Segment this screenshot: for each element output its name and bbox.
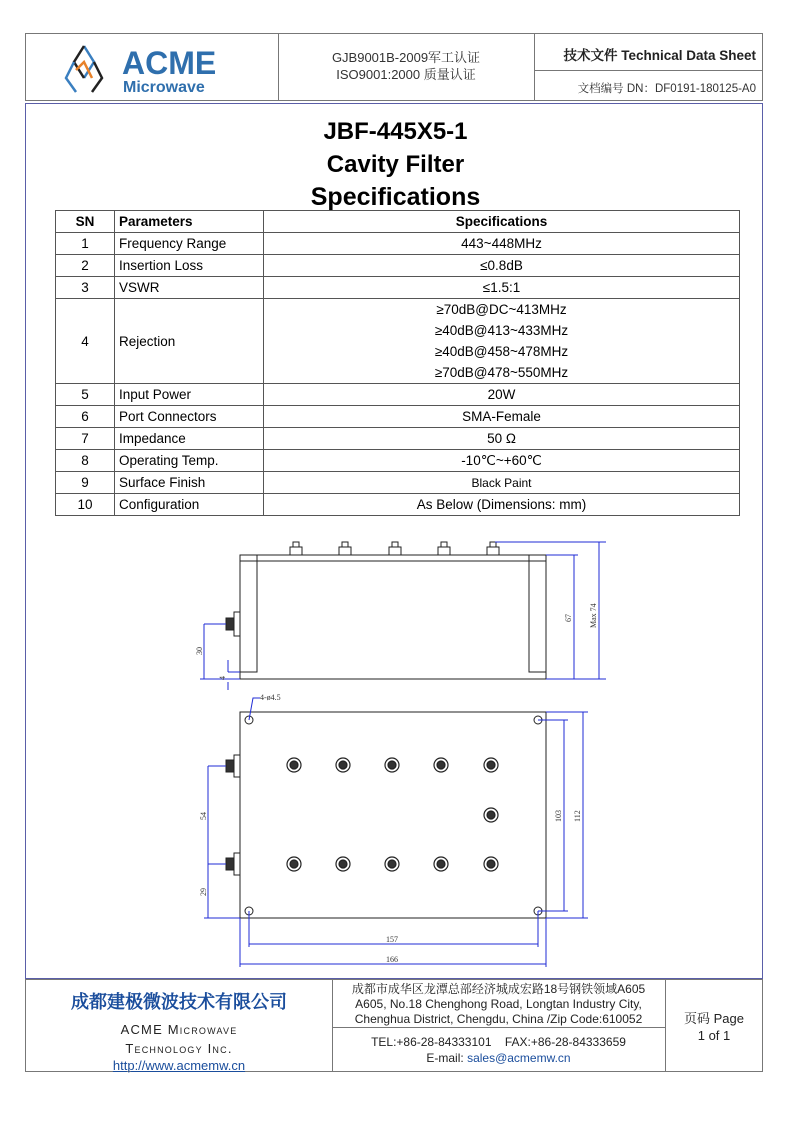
email-label: E-mail:	[426, 1051, 468, 1065]
contact-block	[332, 1028, 666, 1071]
dim-port-offset: 29	[199, 888, 208, 896]
address-block	[332, 980, 666, 1028]
dim-body-height: 67	[564, 614, 573, 622]
rejection-line: ≥70dB@478~550MHz	[434, 365, 569, 380]
dim-hole-spacing-v: 103	[554, 810, 563, 822]
header-sn: SN	[56, 211, 115, 233]
table-row	[56, 494, 740, 516]
dim-max-height: Max 74	[589, 603, 598, 628]
row-param: Rejection	[115, 299, 264, 384]
product-title: Cavity Filter	[326, 151, 465, 178]
dim-connector-height: 30	[195, 647, 204, 655]
row-sn: 10	[56, 494, 115, 516]
table-header-row	[56, 211, 740, 233]
website-link[interactable]: http://www.acmemw.cn	[112, 1058, 246, 1073]
model-title: JBF-445X5-1	[323, 118, 468, 145]
title-block	[0, 115, 791, 214]
row-sn: 3	[56, 277, 115, 299]
row-sn: 9	[56, 472, 115, 494]
row-spec: Black Paint	[264, 472, 740, 494]
table-row	[56, 472, 740, 494]
table-row	[56, 406, 740, 428]
page-info	[666, 980, 762, 1071]
row-sn: 5	[56, 384, 115, 406]
row-sn: 2	[56, 255, 115, 277]
tuning-connector-top	[290, 542, 499, 555]
row-spec: As Below (Dimensions: mm)	[264, 494, 740, 516]
company-name-en-1: ACME Microwave	[120, 1022, 238, 1037]
table-row	[56, 384, 740, 406]
row-spec-multi	[264, 299, 740, 384]
logo-brand: ACME	[122, 45, 217, 81]
logo	[26, 34, 279, 100]
rejection-line: ≥70dB@DC~413MHz	[436, 302, 567, 317]
row-sn: 8	[56, 450, 115, 472]
table-row	[56, 277, 740, 299]
row-param: Configuration	[115, 494, 264, 516]
cert-iso: ISO9001:2000 质量认证	[336, 67, 476, 82]
mechanical-drawing	[190, 530, 610, 970]
logo-mark-icon	[66, 46, 102, 92]
side-view	[226, 542, 546, 679]
company-name-en-2: Technology Inc.	[125, 1041, 233, 1056]
logo-sub: Microwave	[123, 79, 205, 96]
document-footer	[25, 979, 763, 1072]
header-specifications: Specifications	[264, 211, 740, 233]
row-spec: 20W	[264, 384, 740, 406]
dim-port-spacing: 54	[199, 812, 208, 820]
row-sn: 1	[56, 233, 115, 255]
row-param: VSWR	[115, 277, 264, 299]
row-param: Impedance	[115, 428, 264, 450]
doc-number: 文档编号 DN：DF0191-180125-A0	[577, 83, 756, 95]
tuning-screws	[287, 758, 498, 871]
table-row	[56, 428, 740, 450]
sma-connector-top	[226, 755, 240, 875]
row-spec: -10℃~+60℃	[264, 450, 740, 472]
row-sn: 7	[56, 428, 115, 450]
header-parameters: Parameters	[115, 211, 264, 233]
table-row	[56, 255, 740, 277]
sma-connector-side	[226, 612, 240, 636]
row-param: Port Connectors	[115, 406, 264, 428]
doc-type: 技术文件 Technical Data Sheet	[535, 34, 762, 71]
email-line	[332, 1050, 665, 1066]
top-view	[226, 712, 546, 918]
row-spec: 443~448MHz	[264, 233, 740, 255]
top-view-dimensions	[204, 698, 588, 967]
dim-width: 112	[573, 810, 582, 822]
row-spec: ≤0.8dB	[264, 255, 740, 277]
row-sn: 6	[56, 406, 115, 428]
dim-length: 166	[386, 955, 398, 964]
dim-hole-spacing-h: 157	[386, 935, 398, 944]
address-en-1: A605, No.18 Chenghong Road, Longtan Industry City,	[355, 997, 642, 1011]
address-en-2: Chenghua District, Chengdu, China /Zip Code:610052	[354, 1012, 643, 1026]
table-row	[56, 299, 740, 384]
company-name-cn: 成都建极微波技术有限公司	[71, 992, 287, 1012]
company-block	[26, 980, 333, 1071]
cert-gjb: GJB9001B-2009军工认证	[331, 50, 481, 65]
row-spec: ≤1.5:1	[264, 277, 740, 299]
rejection-line: ≥40dB@458~478MHz	[434, 344, 569, 359]
row-param: Frequency Range	[115, 233, 264, 255]
dim-holes: 4-ø4.5	[260, 693, 281, 702]
document-header	[25, 33, 763, 101]
row-param: Surface Finish	[115, 472, 264, 494]
row-sn: 4	[56, 299, 115, 384]
table-row	[56, 233, 740, 255]
page-label: 页码 Page	[684, 1011, 744, 1026]
row-spec: SMA-Female	[264, 406, 740, 428]
table-row	[56, 450, 740, 472]
email-link[interactable]: sales@acmemw.cn	[467, 1051, 571, 1065]
row-param: Operating Temp.	[115, 450, 264, 472]
row-param: Input Power	[115, 384, 264, 406]
row-spec: 50 Ω	[264, 428, 740, 450]
certifications	[278, 34, 535, 100]
side-view-dimensions	[200, 542, 606, 690]
page-number: 1 of 1	[697, 1028, 731, 1043]
spec-table	[55, 210, 740, 516]
dim-base-offset: 4	[218, 676, 227, 680]
rejection-line: ≥40dB@413~433MHz	[434, 323, 569, 338]
tel-fax: TEL:+86-28-84333101 FAX:+86-28-84333659	[371, 1035, 626, 1049]
row-param: Insertion Loss	[115, 255, 264, 277]
address-cn: 成都市成华区龙潭总部经济城成宏路18号钢铁领域A605	[351, 982, 646, 996]
section-title: Specifications	[310, 183, 481, 211]
